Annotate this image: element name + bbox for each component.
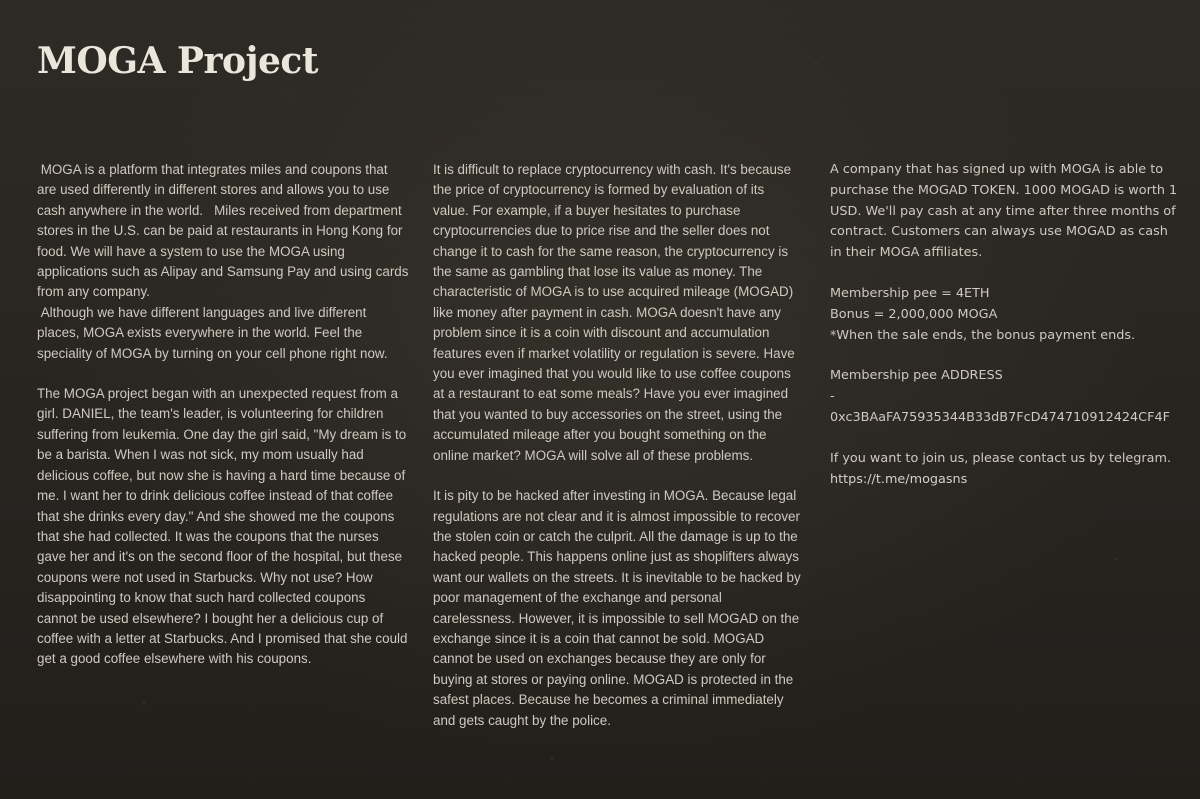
text-column-3 xyxy=(830,160,1182,490)
bonus-note-line: *When the sale ends, the bonus payment ends. xyxy=(830,327,1136,343)
paragraph-gap xyxy=(433,466,803,486)
origin-story-paragraph: The MOGA project began with an unexpected request from a girl. DANIEL, the team's leader, is volunteering for children suffering from leukemia. One day the girl said, "My dream is to be a barista. When I was not sick, my mom usually had delicious coffee, but now she is having a hard time because of me. I want her to drink delicious coffee instead of that coffee that she drinks every day." And she showed me the coupons that she had collected. It was the coupons that the nurses gave her and it's on the second floor of the hospital, but these coupons were not used in Starbucks. Why not use? How disappointing to know that such hard collected coupons cannot be used elsewhere? I bought her a delicious cup of coffee with a letter at Starbucks. And I promised that she could get a good coffee elsewhere with his coupons. xyxy=(37,386,412,667)
worldwide-paragraph: Although we have different languages and live different places, MOGA exists everywhere in the world. Feel the speciality of MOGA by turning on your cell phone right now. xyxy=(37,304,388,361)
company-token-paragraph: A company that has signed up with MOGA is able to purchase the MOGAD TOKEN. 1000 MOGAD is worth 1 USD. We'll pay cash at any time after three months of contract. Customers can always use MOGAD as cash in their MOGA affiliates. xyxy=(830,162,1182,261)
paragraph-gap xyxy=(37,364,409,384)
text-column-1 xyxy=(37,160,413,670)
cash-replacement-paragraph: It is difficult to replace cryptocurrency with cash. It's because the price of cryptocurrency is formed by evaluation of its value. For example, if a buyer hesitates to purchase cryptocurrencies due to price rise and the seller does not change it to cash for the same reason, the cryptocurrency is the same as gambling that lose its value as money. The characteristic of MOGA is to use acquired mileage (MOGAD) like money after payment in cash. MOGA doesn't have any problem since it is a coin with discount and accumulation features even if market volatility or regulation is severe. Have you ever imagined that you would like to use coffee coupons at a restaurant to eat some meals? Have you ever imagined that you wanted to buy accessories on the street, using the accumulated mileage after you bought something on the online market? MOGA will solve all of these problems. xyxy=(433,162,799,463)
paragraph-gap xyxy=(830,264,1178,284)
paragraph-gap xyxy=(830,346,1178,366)
security-paragraph: It is pity to be hacked after investing in MOGA. Because legal regulations are not clear and it is almost impossible to recover the stolen coin or catch the culprit. All the damage is up to the hacked people. This happens online just as shoplifters always want our wallets on the streets. It is inevitable to be hacked by poor management of the exchange and personal carelessness. However, it is impossible to sell MOGAD on the exchange since it is a coin that cannot be sold. MOGAD cannot be used on exchanges because they are only for buying at stores or paying online. MOGAD is protected in the safest places. Because he becomes a criminal immediately and gets caught by the police. xyxy=(433,488,805,728)
telegram-link[interactable]: https://t.me/mogasns xyxy=(830,471,968,487)
address-label: Membership pee ADDRESS xyxy=(830,368,1003,384)
intro-paragraph: MOGA is a platform that integrates miles and coupons that are used differently in different stores and allows you to use cash anywhere in the world. Miles received from department stores in the U.S. can be paid at restaurants in Hong Kong for food. We will have a system to use the MOGA using applications such as Alipay and Samsung Pay and using cards from any company. xyxy=(37,162,413,300)
paragraph-gap xyxy=(830,429,1178,449)
membership-fee-line: Membership pee = 4ETH xyxy=(830,285,990,301)
contact-line: If you want to join us, please contact us by telegram. xyxy=(830,450,1172,466)
bonus-line: Bonus = 2,000,000 MOGA xyxy=(830,306,998,322)
text-column-2 xyxy=(433,160,803,731)
wallet-address: - 0xc3BAaFA75935344B33dB7FcD474710912424CF4F xyxy=(830,389,1170,425)
page-title: MOGA Project xyxy=(37,40,318,82)
